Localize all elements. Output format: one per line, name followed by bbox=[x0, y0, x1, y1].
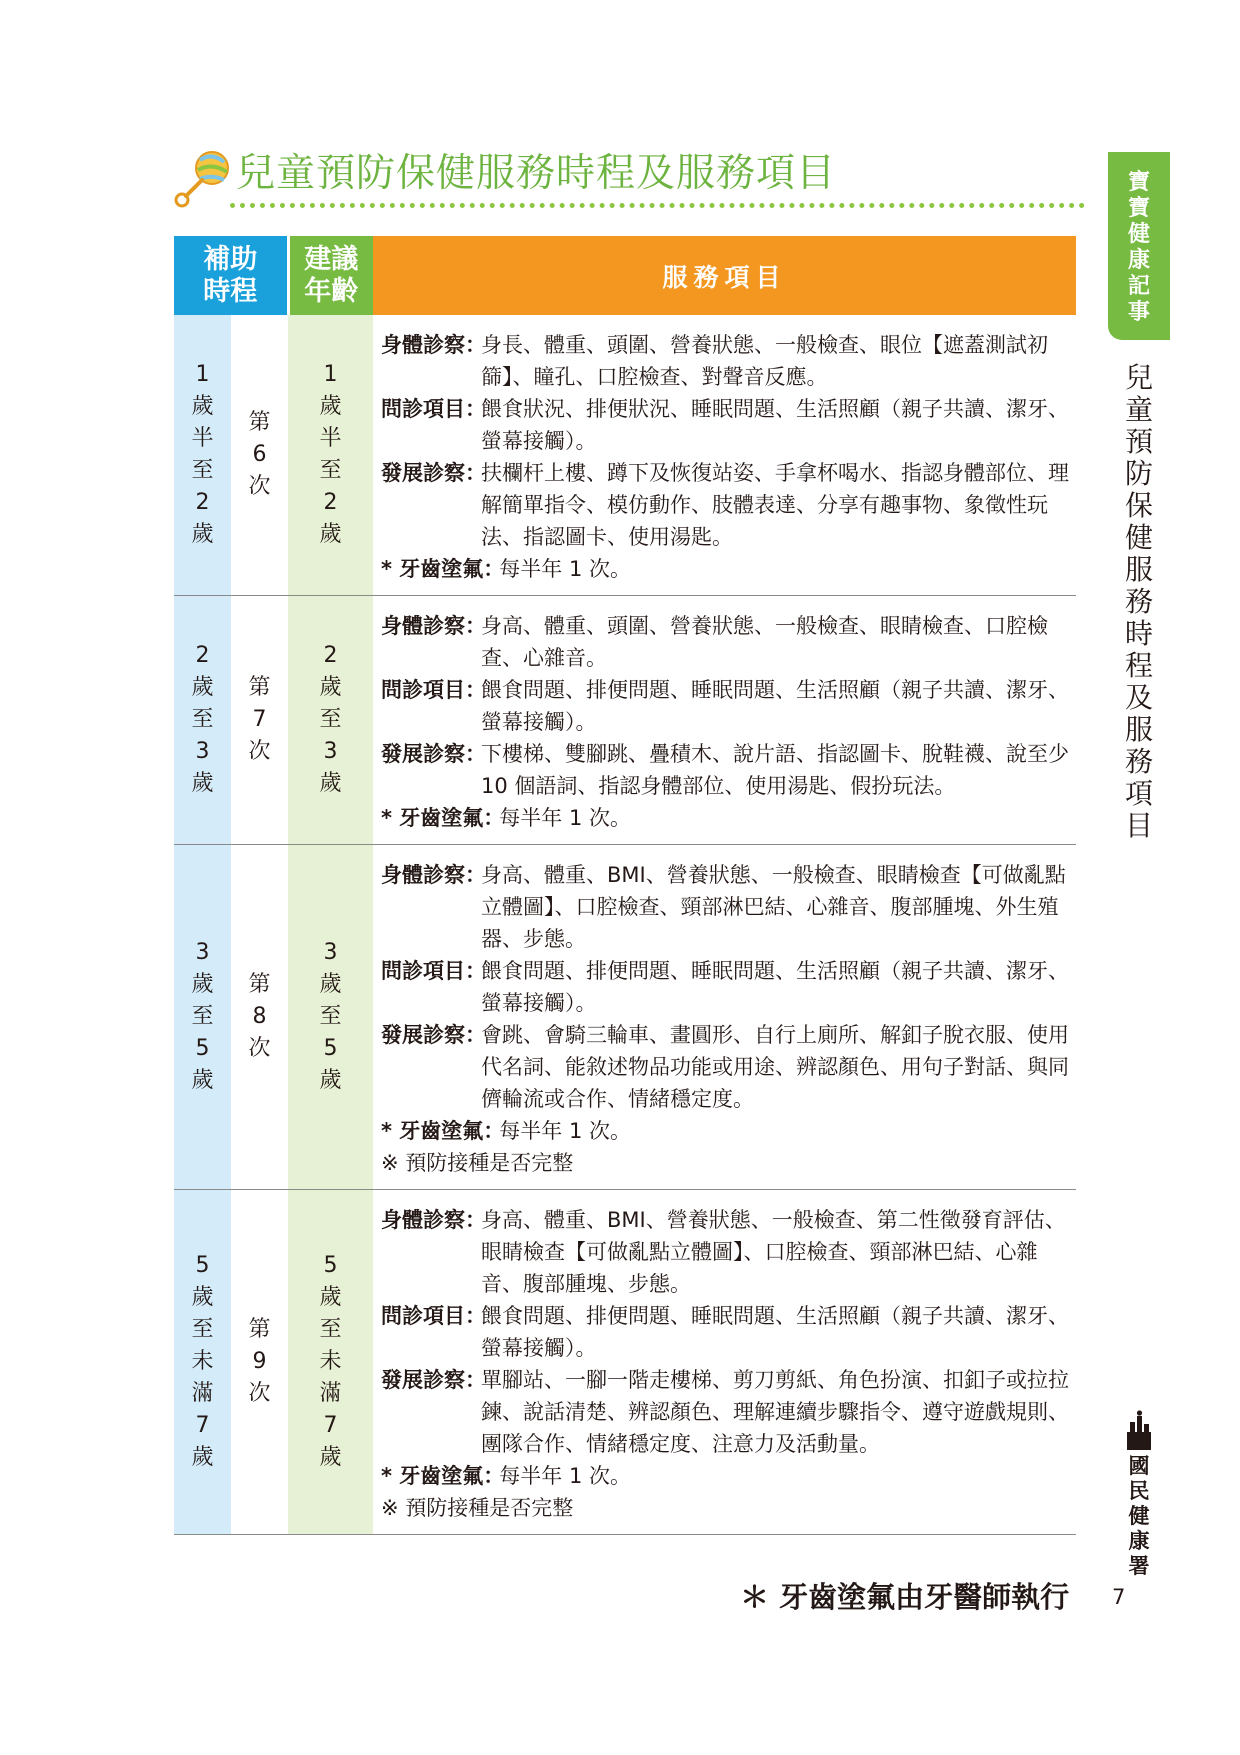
service-item: 發展診察 ： 下樓梯、雙腳跳、疊積木、說片語、指認圖卡、脫鞋襪、說至少 10 個語詞、指認身體部位、使用湯匙、假扮玩法。 bbox=[381, 742, 1069, 798]
header-service: 服務項目 bbox=[373, 236, 1076, 315]
service-items-cell bbox=[373, 315, 1076, 596]
service-item: 發展診察 ： 會跳、會騎三輪車、畫圓形、自行上廁所、解釦子脫衣服、使用代名詞、能敘述物品功能或用途、辨認顏色、用句子對話、與同儕輪流或合作、情緒穩定度。 bbox=[381, 1023, 1069, 1111]
table-row bbox=[174, 1190, 1076, 1535]
recommended-age-cell: 5 歲 至 未 滿 7 歲 bbox=[288, 1190, 373, 1535]
service-items-cell bbox=[373, 596, 1076, 845]
service-item: 身體診察 ： 身高、體重、頭圍、營養狀態、一般檢查、眼睛檢查、口腔檢查、心雜音。 bbox=[381, 614, 1048, 670]
visit-number-cell: 第 6 次 bbox=[231, 315, 288, 596]
service-item: 發展診察 ： 單腳站、一腳一階走樓梯、剪刀剪紙、角色扮演、扣釦子或拉拉鍊、說話清楚、辨認顏色、理解連續步驟指令、遵守遊戲規則、團隊合作、情緒穩定度、注意力及活動量。 bbox=[381, 1368, 1069, 1456]
dotted-divider bbox=[230, 203, 1085, 208]
service-item: * 牙齒塗氟 ： 每半年 1 次。 bbox=[381, 1464, 632, 1488]
page-number: 7 bbox=[1112, 1585, 1126, 1609]
subsidy-age-cell: 1 歲 半 至 2 歲 bbox=[174, 315, 231, 596]
recommended-age-cell: 2 歲 至 3 歲 bbox=[288, 596, 373, 845]
section-tab bbox=[1108, 152, 1170, 340]
hpa-logo-icon bbox=[1124, 1410, 1154, 1452]
service-item: 身體診察 ： 身長、體重、頭圍、營養狀態、一般檢查、眼位【遮蓋測試初篩】、瞳孔、口腔檢查、對聲音反應。 bbox=[381, 333, 1048, 389]
visit-number-cell: 第 9 次 bbox=[231, 1190, 288, 1535]
subsidy-age-cell: 2 歲 至 3 歲 bbox=[174, 596, 231, 845]
service-item: 發展診察 ： 扶欄杆上樓、蹲下及恢復站姿、手拿杯喝水、指認身體部位、理解簡單指令、模仿動作、肢體表達、分享有趣事物、象徵性玩法、指認圖卡、使用湯匙。 bbox=[381, 461, 1069, 549]
subsidy-age-cell: 5 歲 至 未 滿 7 歲 bbox=[174, 1190, 231, 1535]
page-header bbox=[172, 148, 1082, 210]
side-running-title: 兒 童 預 防 保 健 服 務 時 程 及 服 務 項 目 bbox=[1124, 361, 1153, 842]
visit-number-cell: 第 7 次 bbox=[231, 596, 288, 845]
service-item: 問診項目 ： 餵食狀況、排便狀況、睡眠問題、生活照顧（親子共讀、潔牙、螢幕接觸）。 bbox=[381, 397, 1069, 453]
table-header-row bbox=[174, 236, 1076, 315]
rattle-icon bbox=[172, 148, 234, 210]
service-item: * 牙齒塗氟 ： 每半年 1 次。 bbox=[381, 1119, 632, 1143]
service-items-cell bbox=[373, 845, 1076, 1190]
section-tab-label: 寶 寶 健 康 記 事 bbox=[1127, 170, 1150, 325]
vaccination-note: ※ 預防接種是否完整 bbox=[381, 1496, 574, 1520]
vaccination-note: ※ 預防接種是否完整 bbox=[381, 1151, 574, 1175]
service-item: 問診項目 ： 餵食問題、排便問題、睡眠問題、生活照顧（親子共讀、潔牙、螢幕接觸）。 bbox=[381, 1304, 1069, 1360]
fluoride-footnote: ＊ 牙齒塗氟由牙醫師執行 bbox=[740, 1580, 1070, 1614]
service-item: 身體診察 ： 身高、體重、BMI、營養狀態、一般檢查、眼睛檢查【可做亂點立體圖】、口腔檢查、頸部淋巴結、心雜音、腹部腫塊、外生殖器、步態。 bbox=[381, 863, 1066, 951]
visit-number-cell: 第 8 次 bbox=[231, 845, 288, 1190]
service-item: * 牙齒塗氟 ： 每半年 1 次。 bbox=[381, 806, 632, 830]
header-age: 建議 年齡 bbox=[288, 236, 373, 315]
service-items-cell bbox=[373, 1190, 1076, 1535]
recommended-age-cell: 1 歲 半 至 2 歲 bbox=[288, 315, 373, 596]
table-row bbox=[174, 315, 1076, 596]
service-item: 問診項目 ： 餵食問題、排便問題、睡眠問題、生活照顧（親子共讀、潔牙、螢幕接觸）。 bbox=[381, 678, 1069, 734]
subsidy-age-cell: 3 歲 至 5 歲 bbox=[174, 845, 231, 1190]
organization-name: 國 民 健 康 署 bbox=[1128, 1454, 1150, 1578]
service-item: 身體診察 ： 身高、體重、BMI、營養狀態、一般檢查、第二性徵發育評估、眼睛檢查【可做亂點立體圖】、口腔檢查、頸部淋巴結、心雜音、腹部腫塊、步態。 bbox=[381, 1208, 1066, 1296]
service-item: * 牙齒塗氟 ： 每半年 1 次。 bbox=[381, 557, 632, 581]
page-title: 兒童預防保健服務時程及服務項目 bbox=[236, 151, 837, 196]
header-subsidy: 補助 時程 bbox=[174, 236, 288, 315]
table-row bbox=[174, 845, 1076, 1190]
recommended-age-cell: 3 歲 至 5 歲 bbox=[288, 845, 373, 1190]
service-item: 問診項目 ： 餵食問題、排便問題、睡眠問題、生活照顧（親子共讀、潔牙、螢幕接觸）。 bbox=[381, 959, 1069, 1015]
schedule-table bbox=[174, 236, 1076, 1535]
table-row bbox=[174, 596, 1076, 845]
